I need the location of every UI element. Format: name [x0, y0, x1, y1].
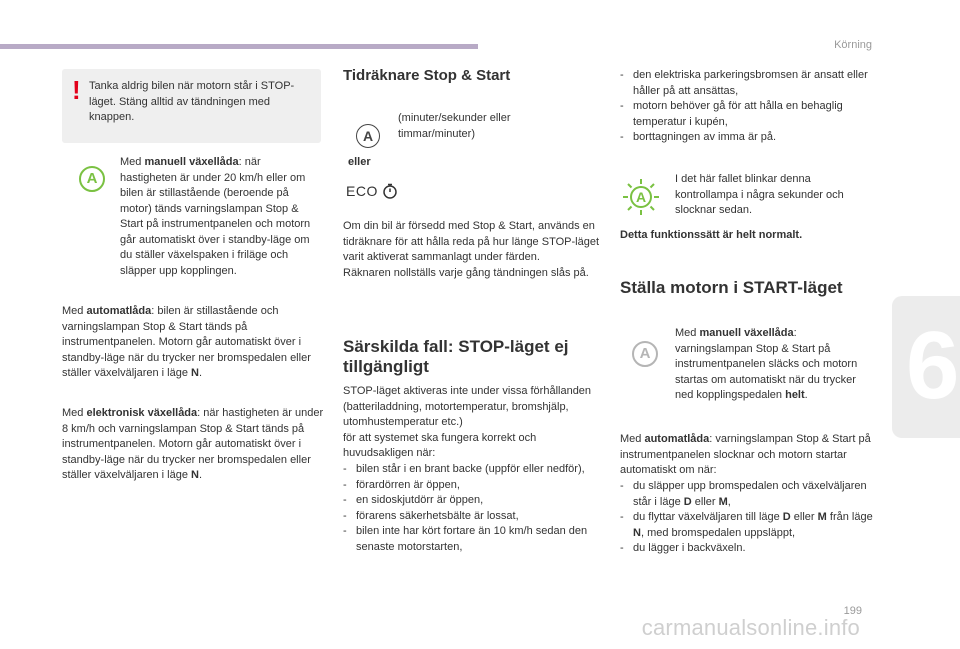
- section-title: Körning: [834, 39, 872, 51]
- list-item: - du flyttar växelväljaren till läge D eller M från läge N, med bromspedalen uppsläppt,: [620, 510, 875, 541]
- list-item: - en sidoskjutdörr är öppen,: [343, 493, 601, 509]
- timer-body: Om din bil är försedd med Stop & Start, används en tidräknare för att hålla reda på hur länge STOP-läget varit aktiverat sammanlagt under färden. Räknaren nollställs varje gång tändningen slås på.: [343, 220, 600, 279]
- chapter-tab: [892, 296, 960, 438]
- start-mode-heading: Ställa motorn i START-läget: [620, 278, 843, 297]
- timer-unit-text: (minuter/sekunder eller timmar/minuter): [398, 112, 511, 140]
- or-label: eller: [348, 156, 371, 168]
- stop-start-grey-icon: A: [632, 341, 658, 367]
- warning-box: [62, 69, 321, 143]
- header-accent-bar: [0, 44, 478, 49]
- chapter-number: 6: [906, 312, 960, 419]
- automatic-gearbox-paragraph: Med automatlåda: bilen är stillastående och varningslampan Stop & Start tänds på instrumentpanelen. Motorn går automatiskt över i standby-läge när du trycker ner bromspedalen eller ställer växelväljaren i läge N.: [62, 305, 311, 379]
- manual-gearbox-paragraph: Med manuell växellåda: när hastigheten är under 20 km/h eller om bilen är stillastående (beroende på motor) tänds varningslampan Stop & Start på instrumentpanelen och motorn går automatiskt över i standby-läge om du ställer växelspaken i friläge och släpper upp kopplingen.: [120, 156, 311, 277]
- stop-start-blinking-icon: A: [622, 178, 660, 216]
- blink-text: I det här fallet blinkar denna kontrollampa i några sekunder och slocknar sedan.: [675, 173, 844, 216]
- list-item: - du släpper upp bromspedalen och växelväljaren står i läge D eller M,: [620, 479, 875, 510]
- start-automatic-paragraph: Med automatlåda: varningslampan Stop & Start på instrumentpanelen slocknar och motorn startar automatiskt om när:: [620, 433, 871, 476]
- list-item: - borttagningen av imma är på.: [620, 130, 875, 146]
- list-item: - bilen står i en brant backe (uppför eller nedför),: [343, 462, 601, 478]
- warning-text: Tanka aldrig bilen när motorn står i STOP-läget. Stäng alltid av tändningen med knappen.: [89, 80, 295, 123]
- special-cases-list: [343, 462, 601, 555]
- stop-start-outline-icon: A: [356, 124, 380, 148]
- special-cases-intro: STOP-läget aktiveras inte under vissa förhållanden (batteriladdning, motortemperatur, bromshjälp, utomhustemperatur etc.) för att systemet ska fungera korrekt och huvudsakligen när:: [343, 385, 592, 459]
- page-number: 199: [843, 605, 862, 617]
- list-item: - förardörren är öppen,: [343, 478, 601, 494]
- list-item: - bilen inte har kört fortare än 10 km/h sedan den senaste motorstarten,: [343, 524, 601, 555]
- normal-operation-note: Detta funktionssätt är helt normalt.: [620, 229, 803, 241]
- start-manual-paragraph: Med manuell växellåda: varningslampan Stop & Start på instrumentpanelen släcks och motorn startas om automatiskt när du trycker ned kopplingspedalen helt.: [675, 327, 858, 401]
- timer-heading: Tidräknare Stop & Start: [343, 67, 511, 84]
- special-cases-list-continued: [620, 68, 875, 146]
- eco-timer-icon: [382, 183, 398, 199]
- electronic-gearbox-paragraph: Med elektronisk växellåda: när hastigheten är under 8 km/h och varningslampan Stop & Start tänds på instrumentpanelen. Motorn går automatiskt över i standby-läge när du trycker ner bromspedalen eller ställer växelväljaren i läge N.: [62, 407, 324, 481]
- list-item: - du lägger i backväxeln.: [620, 541, 875, 557]
- list-item: - motorn behöver gå för att hålla en behaglig temperatur i kupén,: [620, 99, 875, 130]
- watermark: carmanualsonline.info: [641, 615, 860, 640]
- list-item: - förarens säkerhetsbälte är lossat,: [343, 509, 601, 525]
- stop-start-green-icon: A: [79, 166, 105, 192]
- special-cases-heading: Särskilda fall: STOP-läget ej tillgängligt: [343, 337, 569, 376]
- eco-icon: ECO: [346, 182, 398, 200]
- warning-icon: !: [72, 75, 81, 105]
- list-item: - den elektriska parkeringsbromsen är ansatt eller håller på att ansättas,: [620, 68, 875, 99]
- start-conditions-list: [620, 479, 875, 557]
